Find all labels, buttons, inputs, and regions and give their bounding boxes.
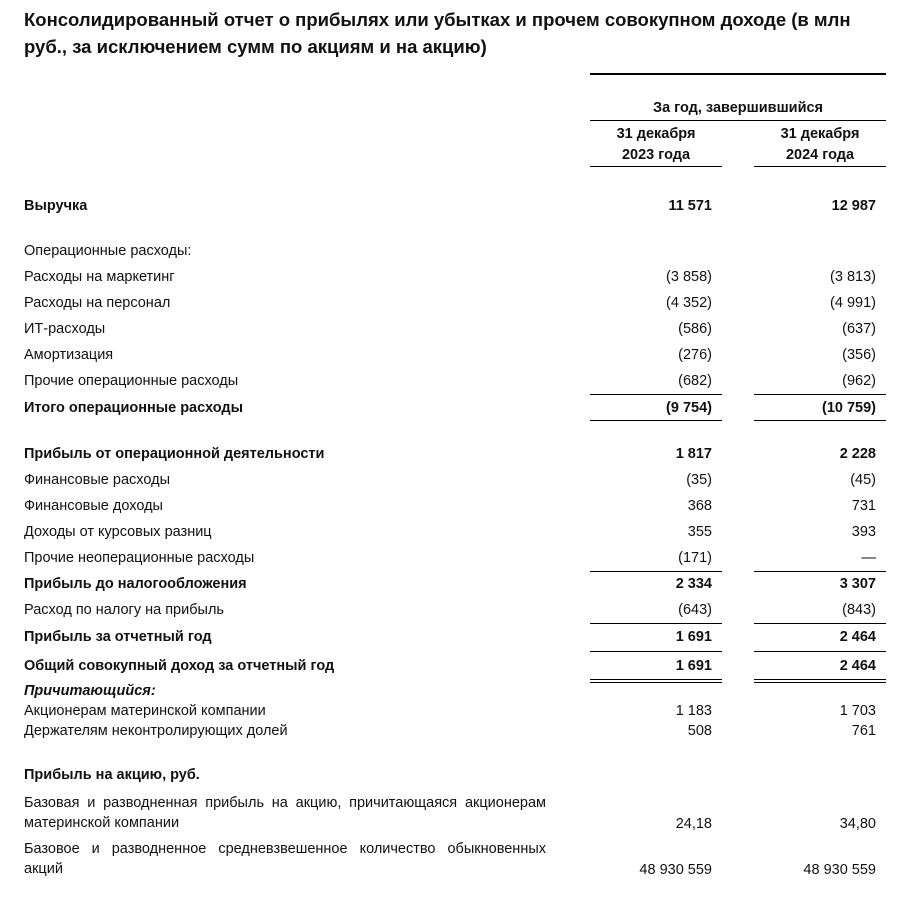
value-2023: 11 571 [668,198,712,214]
row-marketing [24,269,888,291]
header-top-rule [590,73,886,75]
subtotal-rule-2024 [754,394,886,395]
column-header-2023-line1: 31 декабря [616,126,696,142]
value-2023: (3 858) [666,269,712,285]
value-2024: 393 [851,524,876,540]
value-2024: 3 307 [839,576,876,592]
row-label: Прибыль за отчетный год [24,629,212,645]
value-2023: 48 930 559 [639,862,712,878]
column-header-2024-rule [754,166,886,167]
value-2024: 48 930 559 [803,862,876,878]
period-header: За год, завершившийся [652,100,824,116]
value-2023: 1 817 [675,446,712,462]
row-amortization [24,347,888,369]
value-2023: 355 [687,524,712,540]
row-eps-header [24,767,888,789]
value-2023: 508 [687,723,712,739]
row-operating-profit [24,446,888,468]
report-title: Консолидированный отчет о прибылях или убытках и прочем совокупном доходе (в млн руб., за исключением сумм по акциям и на акцию) [24,9,851,57]
total-rule-2023 [590,420,722,421]
comprehensive-rule-2023 [590,651,722,652]
row-label: Расходы на маркетинг [24,269,175,285]
row-attributable-header [24,683,888,705]
row-revenue [24,198,888,220]
row-label: Доходы от курсовых разниц [24,524,212,540]
pretax-rule-2024 [754,571,886,572]
row-it [24,321,888,343]
column-header-2023 [590,124,722,166]
row-label: Финансовые доходы [24,498,163,514]
row-label: Итого операционные расходы [24,400,243,416]
row-shares-values [24,862,888,884]
subtotal-rule-2023 [590,394,722,395]
row-parent-shareholders [24,703,888,725]
row-tax [24,602,888,624]
value-2024: 12 987 [831,198,876,214]
column-header-2024-line1: 31 декабря [780,126,860,142]
net-profit-rule-2023 [590,623,722,624]
value-2023: (35) [686,472,712,488]
row-other-opex [24,373,888,395]
value-2023: (276) [678,347,712,363]
value-2023: 2 334 [675,576,712,592]
row-nci [24,723,888,745]
value-2024: 34,80 [839,816,876,832]
row-label: Прочие неоперационные расходы [24,550,255,566]
row-label: ИТ-расходы [24,321,106,337]
row-net-profit [24,629,888,651]
row-label: Прибыль на акцию, руб. [24,767,200,783]
row-other-nonop [24,550,888,572]
value-2024: (10 759) [821,400,876,416]
column-header-2024-line2: 2024 года [785,147,855,163]
value-2024: (356) [842,347,876,363]
shares-label: Базовое и разводненное средневзвешенное количество обыкновенных акций [24,841,546,877]
row-fx-income [24,524,888,546]
row-label: Держателям неконтролирующих долей [24,723,288,739]
eps-label: Базовая и разводненная прибыль на акцию, причитающаяся акционерам материнской компании [24,795,546,831]
value-2023: 368 [687,498,712,514]
row-label: Операционные расходы: [24,243,192,259]
row-total-comprehensive [24,658,888,680]
value-2023: (9 754) [666,400,712,416]
row-label: Выручка [24,198,88,214]
value-2024: (637) [842,321,876,337]
row-label: Прочие операционные расходы [24,373,239,389]
total-rule-2024 [754,420,886,421]
row-eps-values [24,816,888,838]
row-label: Прибыль до налогообложения [24,576,247,592]
comprehensive-rule-2024 [754,651,886,652]
value-2024: 2 464 [839,658,876,674]
pretax-rule-2023 [590,571,722,572]
row-label: Расход по налогу на прибыль [24,602,224,618]
row-fin-income [24,498,888,520]
value-2023: 24,18 [675,816,712,832]
column-header-2023-line2: 2023 года [621,147,691,163]
value-2023: (586) [678,321,712,337]
value-2024: — [861,550,876,566]
row-label: Общий совокупный доход за отчетный год [24,658,335,674]
net-profit-rule-2024 [754,623,886,624]
value-2024: (4 991) [830,295,876,311]
column-header-2023-rule [590,166,722,167]
value-2023: 1 691 [675,629,712,645]
row-total-opex [24,400,888,422]
value-2024: 2 228 [839,446,876,462]
row-fin-expenses [24,472,888,494]
value-2024: (45) [850,472,876,488]
row-opex-header [24,243,888,265]
row-label: Акционерам материнской компании [24,703,266,719]
value-2024: (962) [842,373,876,389]
value-2023: (643) [678,602,712,618]
value-2023: (4 352) [666,295,712,311]
row-label: Амортизация [24,347,114,363]
row-label: Прибыль от операционной деятельности [24,446,325,462]
value-2024: (843) [842,602,876,618]
row-label: Причитающийся: [24,683,156,699]
row-personnel [24,295,888,317]
value-2024: 2 464 [839,629,876,645]
value-2024: 1 703 [839,703,876,719]
value-2023: (682) [678,373,712,389]
value-2024: 761 [851,723,876,739]
value-2023: 1 183 [675,703,712,719]
value-2023: (171) [678,550,712,566]
value-2023: 1 691 [675,658,712,674]
row-label: Расходы на персонал [24,295,171,311]
row-label: Финансовые расходы [24,472,170,488]
period-header-rule [590,120,886,121]
value-2024: 731 [851,498,876,514]
column-header-2024 [754,124,886,166]
row-pretax [24,576,888,598]
value-2024: (3 813) [830,269,876,285]
